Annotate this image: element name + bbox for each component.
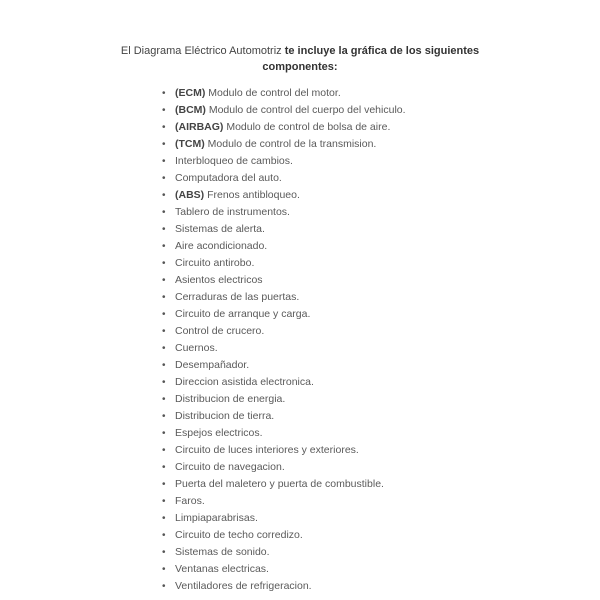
- item-text: Limpiaparabrisas.: [175, 512, 258, 525]
- list-item: [162, 204, 406, 221]
- list-item: [162, 408, 406, 425]
- components-list: [162, 85, 406, 595]
- list-item: [162, 238, 406, 255]
- list-item: [162, 170, 406, 187]
- bullet-icon: •: [162, 360, 166, 372]
- list-item: [162, 272, 406, 289]
- list-item: [162, 306, 406, 323]
- item-text: Cerraduras de las puertas.: [175, 291, 300, 304]
- bullet-icon: •: [162, 377, 166, 389]
- bullet-icon: •: [162, 564, 166, 576]
- list-item: [162, 255, 406, 272]
- bullet-icon: •: [162, 241, 166, 253]
- item-text: Circuito de techo corredizo.: [175, 529, 303, 542]
- item-text: Sistemas de sonido.: [175, 546, 270, 559]
- bullet-icon: •: [162, 224, 166, 236]
- item-text: Interbloqueo de cambios.: [175, 155, 293, 168]
- list-item: [162, 136, 406, 153]
- bullet-icon: •: [162, 122, 166, 134]
- intro-paragraph: [120, 43, 480, 75]
- bullet-icon: •: [162, 445, 166, 457]
- list-item: [162, 85, 406, 102]
- bullet-icon: •: [162, 258, 166, 270]
- list-item: [162, 323, 406, 340]
- item-abbreviation: (BCM): [175, 104, 206, 117]
- list-item: [162, 493, 406, 510]
- item-text: Puerta del maletero y puerta de combustible.: [175, 478, 384, 491]
- list-item: [162, 102, 406, 119]
- intro-bold-text: te incluye la gráfica de los siguientes componentes:: [262, 45, 480, 73]
- list-item: [162, 357, 406, 374]
- bullet-icon: •: [162, 105, 166, 117]
- list-item: [162, 187, 406, 204]
- bullet-icon: •: [162, 275, 166, 287]
- bullet-icon: •: [162, 343, 166, 355]
- item-text: Control de crucero.: [175, 325, 265, 338]
- bullet-icon: •: [162, 88, 166, 99]
- item-text: Circuito de luces interiores y exteriores.: [175, 444, 359, 457]
- item-text: Ventanas electricas.: [175, 563, 269, 576]
- bullet-icon: •: [162, 479, 166, 491]
- intro-normal-text: El Diagrama Eléctrico Automotriz: [120, 45, 285, 57]
- bullet-icon: •: [162, 513, 166, 525]
- list-item: [162, 476, 406, 493]
- list-item: [162, 221, 406, 238]
- bullet-icon: •: [162, 530, 166, 542]
- list-item: [162, 340, 406, 357]
- bullet-icon: •: [162, 309, 166, 321]
- item-text: Distribucion de tierra.: [175, 410, 275, 423]
- list-item: [162, 289, 406, 306]
- bullet-icon: •: [162, 139, 166, 151]
- list-item: [162, 510, 406, 527]
- bullet-icon: •: [162, 428, 166, 440]
- bullet-icon: •: [162, 547, 166, 559]
- list-item: [162, 153, 406, 170]
- bullet-icon: •: [162, 190, 166, 202]
- bullet-icon: •: [162, 462, 166, 474]
- list-item: [162, 544, 406, 561]
- list-item: [162, 527, 406, 544]
- item-text: Circuito de navegacion.: [175, 461, 285, 474]
- bullet-icon: •: [162, 292, 166, 304]
- list-item: [162, 578, 406, 595]
- bullet-icon: •: [162, 173, 166, 185]
- bullet-icon: •: [162, 207, 166, 219]
- item-text: Computadora del auto.: [175, 172, 282, 185]
- list-item: [162, 425, 406, 442]
- bullet-icon: •: [162, 496, 166, 508]
- list-item: [162, 391, 406, 408]
- list-item: [162, 374, 406, 391]
- item-abbreviation: (TCM): [175, 138, 205, 151]
- item-text: Modulo de control del cuerpo del vehiculo.: [205, 104, 406, 117]
- item-text: Cuernos.: [175, 342, 218, 355]
- bullet-icon: •: [162, 394, 166, 406]
- item-text: Circuito antirobo.: [175, 257, 255, 270]
- bullet-icon: •: [162, 581, 166, 593]
- list-item: [162, 442, 406, 459]
- item-text: Asientos electricos: [175, 274, 263, 287]
- list-item: [162, 119, 406, 136]
- bullet-icon: •: [162, 326, 166, 338]
- item-text: Aire acondicionado.: [175, 240, 268, 253]
- item-text: Frenos antibloqueo.: [204, 189, 300, 202]
- item-abbreviation: (ECM): [175, 87, 206, 99]
- item-text: Modulo de control del motor.: [205, 87, 341, 99]
- item-text: Faros.: [175, 495, 205, 508]
- list-item: [162, 459, 406, 476]
- bullet-icon: •: [162, 411, 166, 423]
- item-abbreviation: (ABS): [175, 189, 205, 202]
- item-text: Sistemas de alerta.: [175, 223, 265, 236]
- item-text: Ventiladores de refrigeracion.: [175, 580, 312, 593]
- item-abbreviation: (AIRBAG): [175, 121, 224, 134]
- item-text: Distribucion de energia.: [175, 393, 286, 406]
- bullet-icon: •: [162, 156, 166, 168]
- item-text: Modulo de control de la transmision.: [204, 138, 377, 151]
- item-text: Modulo de control de bolsa de aire.: [223, 121, 391, 134]
- item-text: Direccion asistida electronica.: [175, 376, 314, 389]
- item-text: Tablero de instrumentos.: [175, 206, 290, 219]
- item-text: Circuito de arranque y carga.: [175, 308, 311, 321]
- item-text: Espejos electricos.: [175, 427, 263, 440]
- list-item: [162, 561, 406, 578]
- item-text: Desempañador.: [175, 359, 250, 372]
